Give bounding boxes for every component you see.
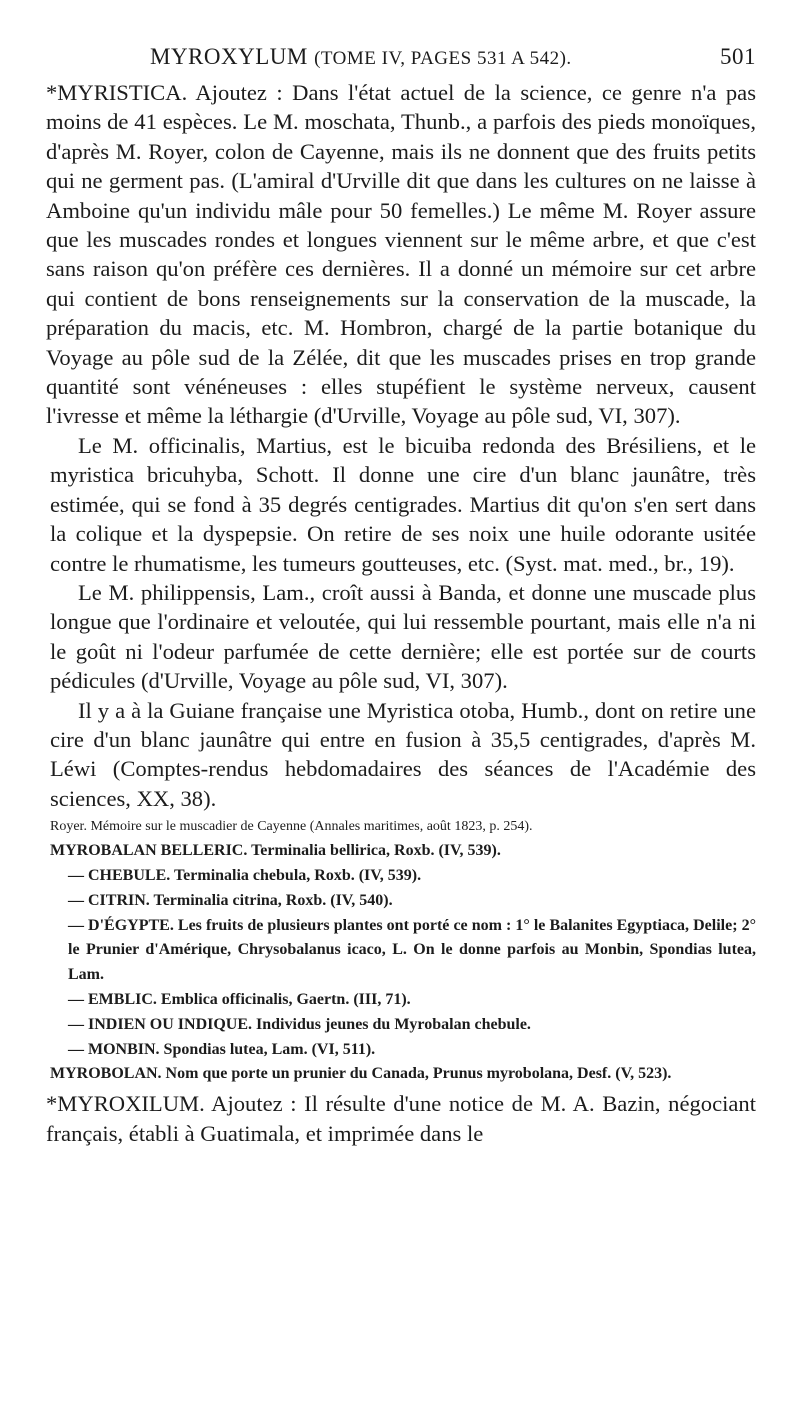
- paragraph-myristica: *MYRISTICA. Ajoutez : Dans l'état actuel de la science, ce genre n'a pas moins de 41 espèces. Le M. moschata, Thunb., a parfois des pieds monoïques, d'après M. Royer, colon de Cayenne, mais ils ne donnent que des fruits petits qui ne germent pas. (L'amiral d'Urville dit que dans les cultures on ne laisse à Amboine qu'un individu mâle pour 50 femelles.) Le même M. Royer assure que les muscades rondes et longues viennent sur le même arbre, et que c'est sans raison qu'on préfère ces dernières. Il a donné un mémoire sur cet arbre qui contient de bons renseignements sur la conservation de la muscade, la préparation du macis, etc. M. Hombron, chargé de la partie botanique du Voyage au pôle sud de la Zélée, dit que les muscades prises en trop grande quantité sont vénéneuses : elles stupéfient le système nerveux, causent l'ivresse et même la léthargie (d'Urville, Voyage au pôle sud, VI, 307).: [46, 80, 756, 429]
- paragraph-officinalis: Le M. officinalis, Martius, est le bicuiba redonda des Brésiliens, et le myristica bricuhyba, Schott. Il donne une cire d'un blanc jaunâtre, très estimée, qui se fond à 35 degrés centigrades. Martius dit qu'on s'en sert dans la colique et la dyspepsie. On retire de ses noix une huile odorante usitée contre le rhumatisme, les tumeurs goutteuses, etc. (Syst. mat. med., br., 19).: [50, 432, 756, 576]
- header-title: [150, 44, 572, 78]
- main-text-continued: [46, 1089, 756, 1148]
- entry-chebule: — CHEBULE. Terminalia chebula, Roxb. (IV, 539).: [68, 866, 422, 884]
- paragraph-otoba: Il y a à la Guiane française une Myristica otoba, Humb., dont on retire une cire d'un blanc jaunâtre qui entre en fusion à 35,5 centigrades, d'après M. Léwi (Comptes-rendus hebdomadaires des séances de l'Académie des sciences, XX, 38).: [50, 697, 756, 811]
- entry-emblic: — EMBLIC. Emblica officinalis, Gaertn. (III, 71).: [68, 990, 411, 1008]
- reference-royer: Royer. Mémoire sur le muscadier de Cayenne (Annales maritimes, août 1823, p. 254).: [50, 819, 533, 835]
- header-title-main: MYROXYLUM: [150, 44, 308, 69]
- running-header: [50, 44, 756, 78]
- entry-monbin: — MONBIN. Spondias lutea, Lam. (VI, 511).: [68, 1040, 376, 1058]
- entry-myrobolan: MYROBOLAN. Nom que porte un prunier du Canada, Prunus myrobolana, Desf. (V, 523).: [50, 1065, 672, 1083]
- entry-egypte: — D'ÉGYPTE. Les fruits de plusieurs plantes ont porté ce nom : 1° le Balanites Egyptiaca, Delile; 2° le Prunier d'Amérique, Chrysobalanus icaco, L. On le donne parfois au Monbin, Spondias lutea, Lam.: [68, 916, 756, 984]
- entry-myrobalan-belleric: MYROBALAN BELLERIC. Terminalia bellirica, Roxb. (IV, 539).: [50, 842, 501, 860]
- paragraph-myroxilum: *MYROXILUM. Ajoutez : Il résulte d'une notice de M. A. Bazin, négociant français, établi à Guatimala, et imprimée dans le: [46, 1091, 756, 1146]
- paragraph-philippensis: Le M. philippensis, Lam., croît aussi à Banda, et donne une muscade plus longue que l'ordinaire et veloutée, qui lui ressemble pourtant, mais elle n'a ni le goût ni l'odeur parfumée de cette dernière; elle est portée sur de courts pédicules (d'Urville, Voyage au pôle sud, VI, 307).: [50, 579, 756, 694]
- header-title-paren: (TOME IV, PAGES 531 A 542).: [314, 48, 572, 69]
- entry-citrin: — CITRIN. Terminalia citrina, Roxb. (IV, 540).: [68, 891, 393, 909]
- entry-indien: — INDIEN OU INDIQUE. Individus jeunes du Myrobalan chebule.: [68, 1015, 531, 1033]
- main-text: [46, 78, 756, 813]
- entries: [50, 817, 756, 1087]
- page-number: 501: [720, 44, 756, 69]
